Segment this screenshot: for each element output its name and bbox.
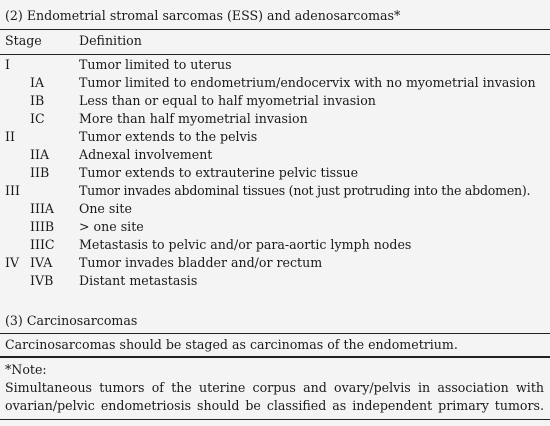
table-row — [0, 236, 550, 254]
table-row — [0, 164, 550, 182]
stage-label: IV — [5, 255, 20, 270]
note-line-row — [0, 379, 550, 397]
table-row — [0, 92, 550, 110]
substage-label: IIIB — [30, 219, 55, 234]
substage-label: IA — [30, 75, 45, 90]
stage-definition: Tumor extends to extrauterine pelvic tissue — [79, 165, 359, 180]
substage-label: IIIC — [30, 237, 55, 252]
stage-definition: > one site — [79, 219, 144, 234]
substage-label: IVA — [30, 255, 53, 270]
note-label: *Note: — [5, 362, 47, 377]
stage-definition: Tumor invades bladder and/or rectum — [79, 255, 323, 270]
table-header-row — [0, 32, 550, 50]
table-row — [0, 56, 550, 74]
table-row — [0, 146, 550, 164]
table-row — [0, 200, 550, 218]
table-row — [0, 218, 550, 236]
stage-definition: Distant metastasis — [79, 273, 198, 288]
table-bottom-rule — [0, 356, 550, 358]
table-row — [0, 74, 550, 92]
stage-definition: Less than or equal to half myometrial invasion — [79, 93, 376, 108]
stage-label: I — [5, 57, 10, 72]
note-text-line-1: Simultaneous tumors of the uterine corpus and ovary/pelvis in association with — [5, 380, 544, 395]
ess-section-title-row — [0, 7, 550, 25]
stage-definition: Adnexal involvement — [79, 147, 213, 162]
stage-definition: Tumor invades abdominal tissues (not just protruding into the abdomen). — [79, 183, 531, 198]
substage-label: IIIA — [30, 201, 55, 216]
table-row — [0, 272, 550, 290]
substage-label: IB — [30, 93, 45, 108]
substage-label: IC — [30, 111, 45, 126]
stage-label: III — [5, 183, 20, 198]
substage-label: IIA — [30, 147, 50, 162]
stage-column-header: Stage — [5, 33, 42, 48]
stage-label: II — [5, 129, 15, 144]
stage-definition: Tumor limited to uterus — [79, 57, 232, 72]
carcinosarcoma-rule — [0, 333, 550, 334]
stage-definition: One site — [79, 201, 132, 216]
table-row — [0, 110, 550, 128]
substage-label: IIB — [30, 165, 50, 180]
carcinosarcoma-text-row — [0, 336, 550, 354]
title-rule — [0, 29, 550, 30]
note-text-line-2: ovarian/pelvic endometriosis should be classified as independent primary tumors. — [5, 398, 544, 413]
header-rule — [0, 54, 550, 55]
definition-column-header: Definition — [79, 33, 142, 48]
carcinosarcoma-section-title: (3) Carcinosarcomas — [5, 313, 138, 328]
stage-definition: Tumor extends to the pelvis — [79, 129, 258, 144]
stage-definition: Tumor limited to endometrium/endocervix with no myometrial invasion — [79, 75, 536, 90]
substage-label: IVB — [30, 273, 54, 288]
ess-section-title: (2) Endometrial stromal sarcomas (ESS) and adenosarcomas* — [5, 8, 401, 23]
note-bottom-rule — [0, 419, 550, 420]
carcinosarcoma-title-row — [0, 312, 550, 330]
stage-definition: Metastasis to pelvic and/or para-aortic lymph nodes — [79, 237, 412, 252]
table-row — [0, 254, 550, 272]
stage-definition: More than half myometrial invasion — [79, 111, 308, 126]
table-row — [0, 128, 550, 146]
carcinosarcoma-text: Carcinosarcomas should be staged as carcinomas of the endometrium. — [5, 337, 458, 352]
note-label-row — [0, 361, 550, 379]
table-row — [0, 182, 550, 200]
note-line-row — [0, 397, 550, 415]
